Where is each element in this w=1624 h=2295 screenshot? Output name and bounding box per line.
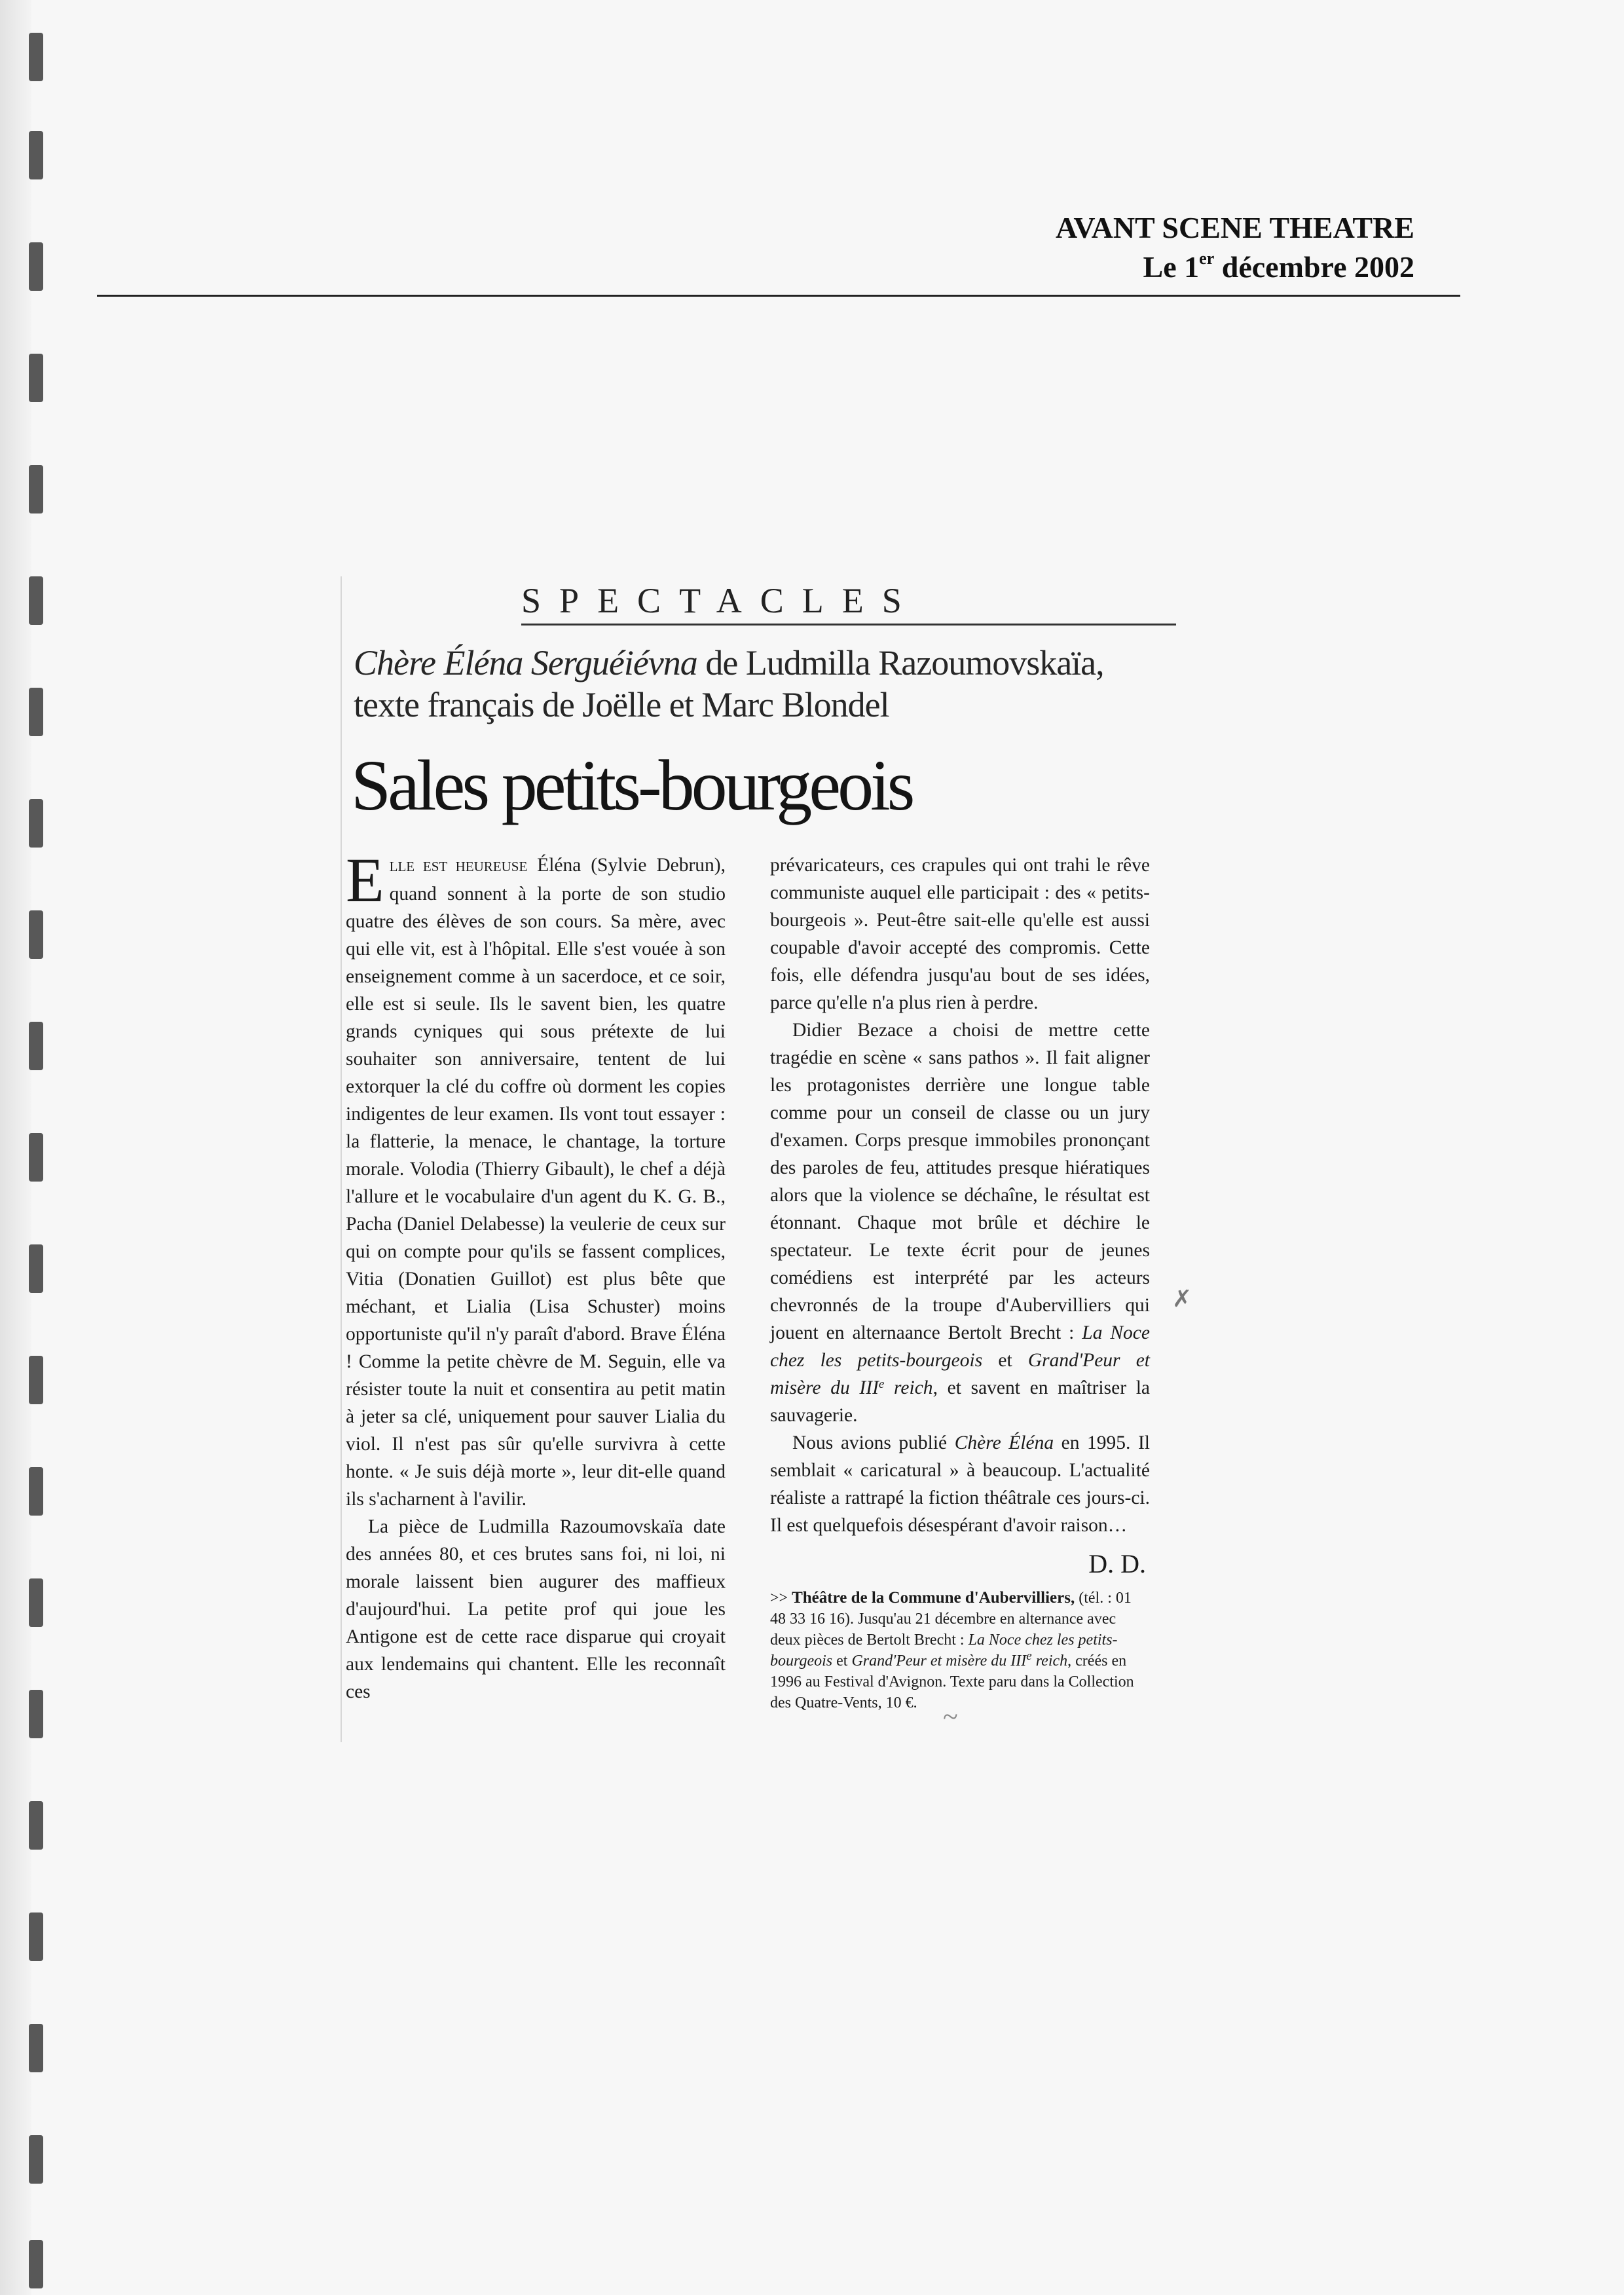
drop-cap: E	[346, 845, 384, 915]
binder-hole	[29, 688, 43, 736]
binder-hole	[29, 910, 43, 959]
article-column-2	[770, 851, 1150, 1713]
pen-mark: ~	[943, 1702, 958, 1732]
author-signature: D. D.	[1088, 1549, 1146, 1578]
binder-hole	[29, 799, 43, 848]
binder-hole	[29, 2024, 43, 2072]
article-headline: Sales petits-bourgeois	[351, 745, 912, 825]
binder-hole	[29, 576, 43, 625]
paragraph: Nous avions publié Chère Éléna en 1995. Il semblait « caricatural » à beaucoup. L'actualité réaliste a rattrapé la fiction théâtrale ces jours-ci. Il est quelquefois désespérant d'avoir raison…	[770, 1432, 1150, 1536]
article-subtitle: Chère Éléna Serguéiévna de Ludmilla Razoumovskaïa, texte français de Joëlle et Marc Blondel	[354, 643, 1104, 724]
article-column-1	[346, 845, 726, 1706]
scan-edge	[0, 0, 31, 2295]
binder-hole	[29, 1690, 43, 1738]
binder-hole	[29, 1578, 43, 1627]
play-title: Chère Éléna Serguéiévna	[354, 643, 697, 682]
binder-hole	[29, 1356, 43, 1404]
lead-in: LLE EST HEUREUSE	[389, 859, 528, 874]
paragraph: prévaricateurs, ces crapules qui ont trahi le rêve communiste auquel elle participait : des « petits-bourgeois ». Peut-être sait-elle qu'elle est aussi coupable d'avoir accepté des compromis. Cette fois, elle défendra jusqu'au bout de ses idées, parce qu'elle n'a plus rien à perdre.	[770, 855, 1150, 1013]
section-title: SPECTACLES	[521, 581, 920, 620]
masthead	[1056, 208, 1414, 287]
venue-name: Théâtre de la Commune d'Aubervilliers,	[792, 1589, 1075, 1607]
binder-hole	[29, 1801, 43, 1850]
margin-mark: ✗	[1172, 1286, 1192, 1312]
paragraph: La pièce de Ludmilla Razoumovskaïa date des années 80, et ces brutes sans foi, ni loi, ni morale laissent bien augurer des maffieux d'aujourd'hui. La petite prof qui joue les Antigone est de cette race disparue qui croyait aux lendemains qui chantent. Elle les reconnaît ces	[346, 1516, 726, 1702]
binder-hole	[29, 354, 43, 402]
binder-hole	[29, 1467, 43, 1516]
paragraph: Didier Bezace a choisi de mettre cette tragédie en scène « sans pathos ». Il fait aligner les protagonistes derrière une longue table comme pour un conseil de classe ou un jury d'examen. Corps presque immobiles prononçant des paroles de feu, attitudes presque hiératiques alors que la violence se déchaîne, le résultat est étonnant. Chaque mot brûle et déchire le spectateur. Le texte écrit pour de jeunes comédiens est interprété par les acteurs chevronnés de la troupe d'Aubervilliers qui jouent en alternaance Bertolt Brecht : La Noce chez les petits-bourgeois et Grand'Peur et misère du IIIe reich, et savent en maîtriser la sauvagerie.	[770, 1020, 1150, 1426]
publication-name: AVANT SCENE THEATRE	[1056, 211, 1414, 244]
binder-hole	[29, 2135, 43, 2184]
binder-hole	[29, 465, 43, 513]
section-rule	[521, 624, 1176, 625]
binder-hole	[29, 242, 43, 291]
binder-hole	[29, 1133, 43, 1182]
publication-date: Le 1er décembre 2002	[1143, 249, 1414, 284]
binder-hole	[29, 1912, 43, 1961]
venue-info: >> Théâtre de la Commune d'Aubervilliers, (tél. : 01 48 33 16 16). Jusqu'au 21 décembre en alternance avec deux pièces de Bertolt Brecht : La Noce chez les petits-bourgeois et Grand'Peur et misère du IIIe reich, créés en 1996 au Festival d'Avignon. Texte paru dans la Collection des Quatre-Vents, 10 €.	[770, 1589, 1134, 1711]
margin-rule	[341, 576, 342, 1742]
paragraph: ELLE EST HEUREUSE Éléna (Sylvie Debrun), quand sonnent à la porte de son studio quatre des élèves de son cours. Sa mère, avec qui elle vit, est à l'hôpital. Elle s'est vouée à son enseignement comme à un sacerdoce, et ce soir, elle est si seule. Ils le savent bien, les quatre grands cyniques qui sous prétexte de lui souhaiter son anniversaire, tentent de lui extorquer la clé du coffre où dorment les copies indigentes de leur examen. Ils vont tout essayer : la flatterie, la menace, le chantage, la torture morale. Volodia (Thierry Gibault), le chef a déjà l'allure et le vocabulaire d'un agent du K. G. B., Pacha (Daniel Delabesse) la veulerie de ceux sur qui on compte pour qu'ils se fassent complices, Vitia (Donatien Guillot) est plus bête que méchant, et Lialia (Lisa Schuster) moins opportuniste qu'il n'y paraît d'abord. Brave Éléna ! Comme la petite chèvre de M. Seguin, elle va résister toute la nuit et consentira au petit matin à jeter sa clé, uniquement pour sauver Lialia du viol. Il n'est pas sûr qu'elle survivra à cette honte. « Je suis déjà morte », leur dit-elle quand ils s'acharnent à l'avilir.	[346, 845, 726, 1510]
binder-hole	[29, 131, 43, 179]
binder-hole	[29, 1244, 43, 1293]
header-rule	[97, 295, 1460, 297]
binder-hole	[29, 1022, 43, 1070]
binder-hole	[29, 2240, 43, 2288]
binder-hole	[29, 33, 43, 81]
